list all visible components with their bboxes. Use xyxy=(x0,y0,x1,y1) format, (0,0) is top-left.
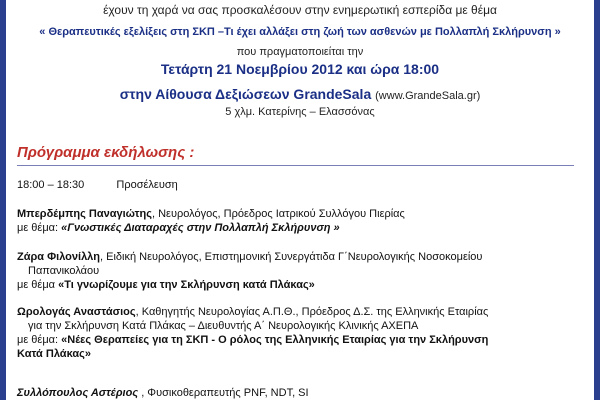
event-date-time: Τετάρτη 21 Νοεμβρίου 2012 και ώρα 18:00 xyxy=(160,61,440,77)
speaker-role-continued: Παπανικολάου xyxy=(28,265,100,277)
speaker-name: Ζάρα Φιλονίλλη xyxy=(17,251,101,263)
venue-name: στην Αίθουσα Δεξιώσεων GrandeSala xyxy=(119,86,372,102)
venue-line xyxy=(6,86,594,102)
speaker-name: Μπερδέμπης Παναγιώτης xyxy=(17,208,152,220)
speaker-block xyxy=(17,250,482,292)
speaker-role-continued: για την Σκλήρυνση Κατά Πλάκας – Διευθυντής Α΄ Νευρολογικής Κλινικής ΑΧΕΠΑ xyxy=(28,320,419,332)
speaker-name: Συλλόπουλος Αστέριος xyxy=(17,387,139,399)
topic-prefix: με θέμα: xyxy=(17,334,62,346)
speaker-topic: «Τι γνωρίζουμε για την Σκλήρυνση κατά Πλάκας» xyxy=(58,279,315,291)
speaker-role: , Ειδική Νευρολόγος, Επιστημονική Συνεργάτιδα Γ΄Νευρολογικής Νοσοκομείου xyxy=(100,251,483,263)
schedule-label: Προσέλευση xyxy=(116,179,178,191)
speaker-block xyxy=(17,386,309,400)
venue-website: (www.GrandeSala.gr) xyxy=(375,90,481,102)
speaker-topic-continued: Κατά Πλάκας» xyxy=(17,348,91,360)
right-border xyxy=(594,0,600,400)
event-title: « Θεραπευτικές εξελίξεις στη ΣΚΠ –Τι έχει αλλάξει στη ζωή των ασθενών με Πολλαπλή Σκλήρυνση » xyxy=(39,26,561,38)
program-heading: Πρόγραμμα εκδήλωσης : xyxy=(17,144,195,161)
heading-divider xyxy=(17,165,574,166)
schedule-time: 18:00 – 18:30 xyxy=(17,179,85,191)
speaker-name: Ωρολογάς Αναστάσιος xyxy=(17,306,136,318)
speaker-block xyxy=(17,207,405,235)
speaker-block xyxy=(17,305,488,361)
speaker-topic: «Γνωστικές Διαταραχές στην Πολλαπλή Σκλήρυνση » xyxy=(61,222,340,234)
speaker-role: , Καθηγητής Νευρολογίας Α.Π.Θ., Πρόεδρος Δ.Σ. της Ελληνικής Εταιρίας xyxy=(135,306,489,318)
invitation-document xyxy=(6,0,594,400)
speaker-role: , Νευρολόγος, Πρόεδρος Ιατρικού Συλλόγου Πιερίας xyxy=(152,208,405,220)
topic-prefix: με θέμα: xyxy=(17,222,62,234)
schedule-row xyxy=(17,178,178,192)
speaker-topic: «Νέες Θεραπείες για τη ΣΚΠ - Ο ρόλος της Ελληνικής Εταιρίας για την Σκλήρυνση xyxy=(61,334,489,346)
intro-text: έχουν τη χαρά να σας προσκαλέσουν στην ενημερωτική εσπερίδα με θέμα xyxy=(103,3,497,17)
venue-address: 5 χλμ. Κατερίνης – Ελασσόνας xyxy=(225,106,375,118)
topic-prefix: με θέμα xyxy=(17,279,59,291)
speaker-role: , Φυσικοθεραπευτής PNF, NDT, SI xyxy=(138,387,309,399)
held-text: που πραγματοποιείται την xyxy=(236,46,364,58)
